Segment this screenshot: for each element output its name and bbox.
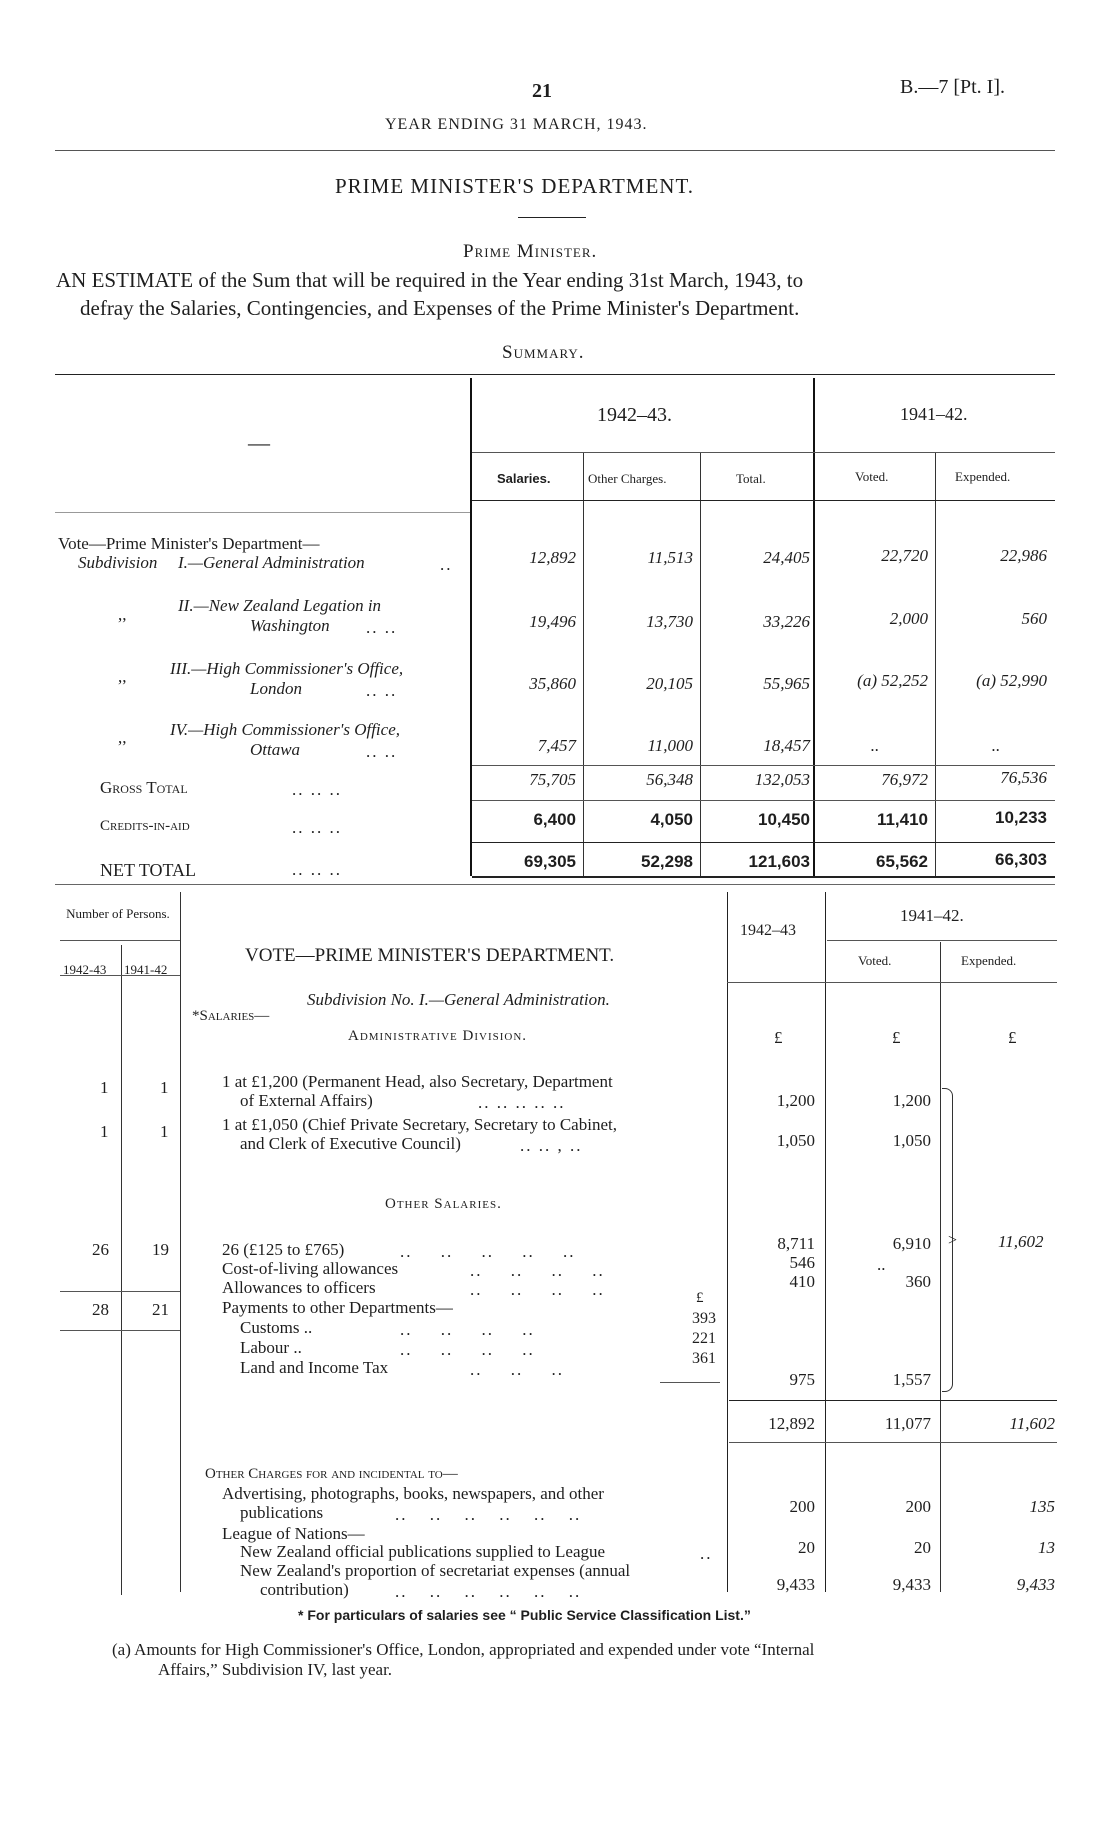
col-header-expended: Expended. [955,469,1011,484]
persons-col-1942: 1942-43 [63,962,107,977]
credits-in-aid-expended: 10,233 [995,808,1047,827]
salary-item-1942: 1,200 [776,1091,815,1110]
other-charges-heading: Other Charges for and incidental to— [205,1466,458,1482]
persons-header: Number of Persons. [66,906,170,921]
title-rule [518,217,586,218]
summary-col-group-1942: 1942–43. [597,404,672,426]
summary-vote-line: Vote—Prime Minister's Department— [58,534,320,553]
summary-col-group-1941: 1941–42. [900,404,968,424]
salary-item-line-1: 1 at £1,050 (Chief Private Secretary, Secretary to Cabinet, [222,1115,617,1134]
summary-row-label-2: Washington [250,616,330,635]
summary-row-label: I.—General Administration [178,553,365,572]
col-header-other-charges: Other Charges. [588,471,667,486]
estimate-line-1: AN ESTIMATE of the Sum that will be required in the Year ending 31st March, 1943, to [56,268,804,292]
gross-total-total: 132,053 [754,770,810,789]
net-total-salaries: 69,305 [524,852,576,871]
net-total-other: 52,298 [641,852,693,871]
gross-total-other: 56,348 [646,770,693,789]
payment-amount: 393 [692,1310,716,1327]
charge-dots: .. [700,1544,713,1563]
subtotal-1942: 12,892 [768,1414,815,1433]
detail-col-voted: Voted. [858,953,892,968]
summary-cell-expended: .. [991,736,1001,755]
payment-amount: 221 [692,1330,716,1347]
charge-1942: 20 [798,1538,815,1557]
summary-cell-expended: (a) 52,990 [976,671,1047,690]
col-header-voted: Voted. [855,469,889,484]
persons-1942: 26 [92,1240,109,1259]
payment-dots: .. .. .. [470,1360,564,1379]
salary-item-voted: 1,200 [892,1091,931,1110]
persons-total-1941: 21 [152,1300,169,1319]
persons-1942: 1 [100,1078,109,1097]
persons-1941: 1 [160,1122,169,1141]
net-total-expended: 66,303 [995,850,1047,869]
salary-item-line-1: 1 at £1,200 (Permanent Head, also Secretary, Department [222,1072,613,1091]
gross-total-voted: 76,972 [881,770,928,789]
summary-row-label-2: Ottawa [250,740,301,759]
summary-cell-total: 24,405 [763,548,810,567]
credits-in-aid-voted: 11,410 [876,810,928,829]
bracket-point: > [948,1232,958,1249]
pound-col-expended: £ [1008,1028,1017,1047]
other-salary-voted: 6,910 [892,1234,931,1253]
salaries-footnote: * For particulars of salaries see “ Public Service Classification List.” [298,1607,751,1623]
payments-heading: Payments to other Departments— [222,1298,453,1317]
subtotal-voted: 11,077 [884,1414,931,1433]
persons-1941: 19 [152,1240,169,1259]
charge-expended: 135 [1029,1497,1055,1516]
col-header-salaries: Salaries. [497,471,551,486]
other-salary-label: Allowances to officers [222,1278,376,1297]
credits-in-aid-total: 10,450 [758,810,810,829]
merged-expended-value: 11,602 [998,1232,1044,1251]
summary-row-label-2: London [250,679,302,698]
payments-total-1942: 975 [789,1370,815,1389]
summary-row-dots: .. .. [366,681,398,700]
charge-dots: .. .. .. .. .. .. [395,1582,582,1601]
pound-col-voted: £ [892,1028,901,1047]
charge-dots: .. .. .. .. .. .. [395,1505,582,1524]
charge-line-1: League of Nations— [222,1524,365,1543]
summary-row-prefix: Subdivision [78,553,158,572]
summary-cell-other: 11,000 [647,736,693,755]
department-title: PRIME MINISTER'S DEPARTMENT. [335,174,694,198]
other-salary-label: 26 (£125 to £765) [222,1240,345,1259]
footnote-a-line-1: (a) Amounts for High Commissioner's Office, London, appropriated and expended under vote “Internal [112,1640,815,1659]
persons-1942: 1 [100,1122,109,1141]
summary-row-dots: .. [440,555,453,574]
salary-item-voted: 1,050 [892,1131,931,1150]
other-salary-1942: 8,711 [777,1234,815,1253]
subtotal-expended: 11,602 [1009,1414,1055,1433]
payments-total-voted: 1,557 [892,1370,931,1389]
other-salary-voted: 360 [905,1272,931,1291]
salary-item-1942: 1,050 [776,1131,815,1150]
summary-row-label: IV.—High Commissioner's Office, [170,720,400,739]
pound-col-1942: £ [774,1028,783,1047]
charge-1942: 200 [789,1497,815,1516]
summary-cell-total: 18,457 [763,736,810,755]
gross-total-dots: .. .. .. [292,780,342,799]
credits-in-aid-label: Credits-in-aid [100,818,190,834]
charge-1942: 9,433 [776,1575,815,1594]
summary-cell-voted: 2,000 [889,609,928,628]
summary-cell-voted: 22,720 [881,546,928,565]
summary-row-prefix: ,, [118,667,127,686]
other-salary-dots: .. .. .. .. [470,1261,605,1280]
payment-label: Labour .. [240,1338,302,1357]
payment-amount: 361 [692,1350,716,1367]
detail-col-1942: 1942–43 [740,922,796,939]
subtitle: Prime Minister. [463,241,598,262]
salary-item-dots: .. .. , .. [520,1136,583,1155]
other-salary-dots: .. .. .. .. .. [400,1242,576,1261]
summary-cell-salaries: 19,496 [529,612,576,631]
gross-total-label: Gross Total [100,778,188,797]
charge-line-1: Advertising, photographs, books, newspapers, and other [222,1484,604,1503]
salary-item-line-2: of External Affairs) [240,1091,373,1110]
salaries-heading: *Salaries— [192,1008,270,1024]
summary-row-label: III.—High Commissioner's Office, [170,659,404,678]
summary-cell-salaries: 7,457 [537,736,576,755]
summary-cell-total: 33,226 [763,612,810,631]
summary-dash: — [248,430,270,455]
charge-line-1: New Zealand's proportion of secretariat expenses (annual [240,1561,631,1580]
detail-col-expended: Expended. [961,953,1017,968]
footnote-a-line-2: Affairs,” Subdivision IV, last year. [158,1660,393,1679]
gross-total-salaries: 75,705 [529,770,576,789]
other-salary-1942: 410 [789,1272,815,1291]
net-total-dots: .. .. .. [292,860,342,879]
header-rule [55,150,1055,151]
admin-division-heading: Administrative Division. [348,1028,528,1044]
charge-voted: 200 [905,1497,931,1516]
page-number: 21 [532,80,552,102]
document-reference: B.—7 [Pt. I]. [900,76,1005,98]
summary-row-prefix: ,, [118,728,127,747]
other-salary-1942: 546 [789,1253,815,1272]
payment-label: Land and Income Tax [240,1358,389,1377]
persons-col-1941: 1941-42 [124,962,168,977]
charge-expended: 9,433 [1016,1575,1055,1594]
charge-line-2: contribution) [260,1580,349,1599]
summary-cell-expended: 560 [1021,609,1047,628]
salary-item-line-2: and Clerk of Executive Council) [240,1134,461,1153]
col-header-total: Total. [736,471,766,486]
charge-voted: 9,433 [892,1575,931,1594]
summary-row-prefix: ,, [118,605,127,624]
summary-cell-salaries: 35,860 [529,674,576,693]
summary-row-dots: .. .. [366,742,398,761]
summary-cell-other: 20,105 [646,674,693,693]
payment-dots: .. .. .. .. [400,1340,535,1359]
credits-in-aid-salaries: 6,400 [533,810,576,829]
other-salaries-heading: Other Salaries. [385,1196,502,1212]
summary-row-dots: .. .. [366,618,398,637]
payments-pound: £ [696,1290,704,1306]
other-salary-dots: .. .. .. .. [470,1280,605,1299]
net-total-total: 121,603 [748,852,810,871]
subdivision-title: Subdivision No. I.—General Administration. [307,990,610,1009]
other-salary-label: Cost-of-living allowances [222,1259,399,1278]
year-line: YEAR ENDING 31 MARCH, 1943. [385,116,648,133]
summary-cell-expended: 22,986 [1000,546,1047,565]
net-total-voted: 65,562 [876,852,928,871]
charge-line-2: New Zealand official publications supplied to League [240,1542,606,1561]
gross-total-expended: 76,536 [1000,768,1047,787]
summary-cell-total: 55,965 [763,674,810,693]
charge-line-2: publications [240,1503,324,1522]
payment-label: Customs .. [240,1318,313,1337]
credits-in-aid-dots: .. .. .. [292,818,342,837]
payment-dots: .. .. .. .. [400,1320,535,1339]
charge-voted: 20 [914,1538,931,1557]
summary-cell-voted: .. [870,736,880,755]
salary-item-dots: .. .. .. .. .. [478,1093,566,1112]
credits-in-aid-other: 4,050 [650,810,693,829]
summary-title: Summary. [502,342,585,363]
detail-col-1941: 1941–42. [900,906,964,925]
net-total-label: NET TOTAL [100,860,197,880]
summary-cell-salaries: 12,892 [529,548,576,567]
summary-cell-voted: (a) 52,252 [857,671,928,690]
persons-total-1942: 28 [92,1300,109,1319]
estimate-line-2: defray the Salaries, Contingencies, and Expenses of the Prime Minister's Department. [80,296,800,320]
summary-row-label: II.—New Zealand Legation in [178,596,382,615]
other-salary-voted: .. [877,1255,886,1274]
vote-title: VOTE—PRIME MINISTER'S DEPARTMENT. [245,945,615,966]
summary-cell-other: 13,730 [646,612,693,631]
summary-top-rule [55,374,1055,375]
summary-cell-other: 11,513 [647,548,693,567]
charge-expended: 13 [1038,1538,1055,1557]
persons-1941: 1 [160,1078,169,1097]
